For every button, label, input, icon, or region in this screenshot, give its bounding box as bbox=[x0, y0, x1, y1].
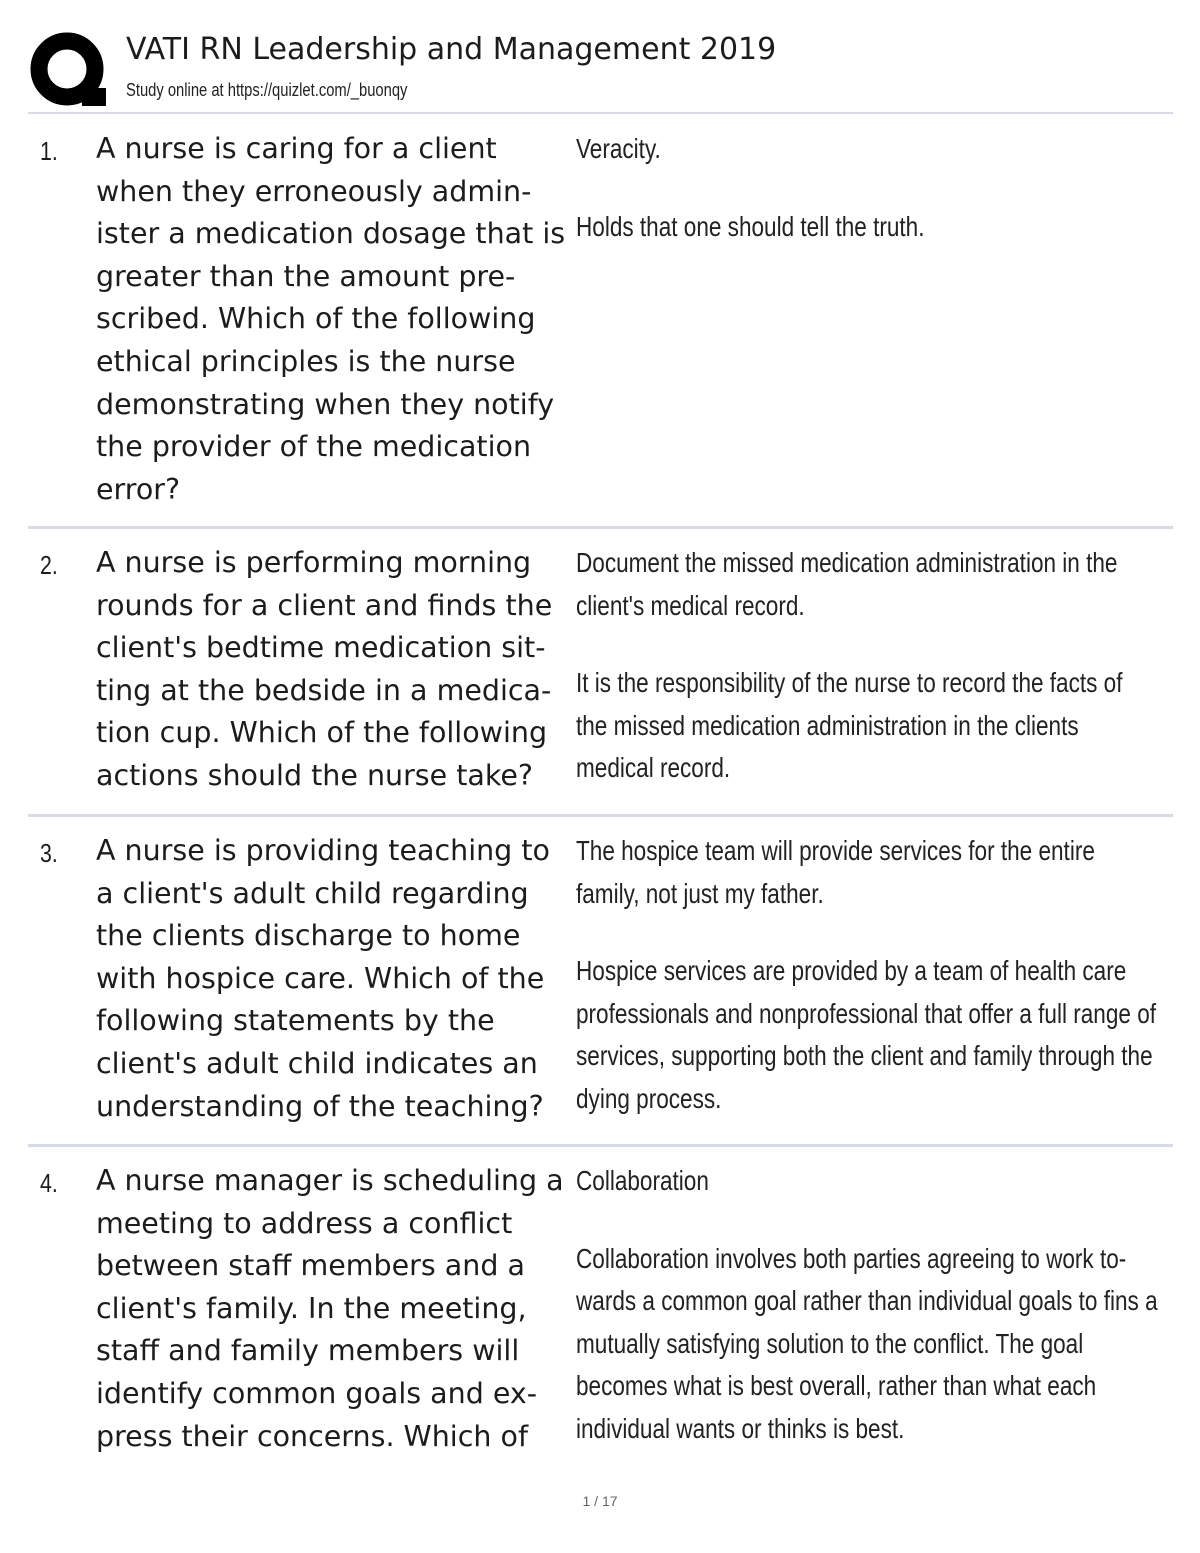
document-title: VATI RN Leadership and Management 2019 bbox=[126, 32, 777, 67]
card-divider bbox=[28, 814, 1173, 817]
card-definition bbox=[576, 1160, 1200, 1485]
card-divider bbox=[28, 1144, 1173, 1147]
card-number: 1. bbox=[40, 136, 58, 166]
header-divider bbox=[28, 112, 1173, 114]
card-answer: Document the missed medication administration in the client's medical record. bbox=[576, 547, 1118, 621]
card-term: A nurse is performing morning rounds for a client and finds the client's bedtime medication sit-ting at the bedside in a medica-tion cup. Which of the following actions should the nurse take? bbox=[96, 546, 553, 792]
card-number: 2. bbox=[40, 550, 58, 580]
quizlet-logo-icon bbox=[30, 32, 108, 110]
card-divider bbox=[28, 526, 1173, 529]
card-explanation: It is the responsibility of the nurse to record the facts of the missed medication administration in the clients medical record. bbox=[576, 667, 1123, 783]
card-definition bbox=[576, 830, 1200, 1155]
card-term: A nurse is providing teaching to a client's adult child regarding the clients discharge to home with hospice care. Which of the following statements by the client's adult child indicates an understanding of the teaching? bbox=[96, 834, 550, 1123]
card-explanation: Collaboration involves both parties agreeing to work to-wards a common goal rather than individual goals to fins a mutually satisfying solution to the conflict. The goal becomes what is best overall, rather than what each individual wants or thinks is best. bbox=[576, 1242, 1158, 1444]
card-explanation: Hospice services are provided by a team of health care professionals and nonprofessional that offer a full range of services, supporting both the client and family through the dying process. bbox=[576, 955, 1157, 1114]
card-term: A nurse manager is scheduling a meeting to address a conflict between staff members and a client's family. In the meeting, staff and family members will identify common goals and ex-press their concerns. Which of bbox=[96, 1164, 564, 1453]
card-term: A nurse is caring for a client when they erroneously admin-ister a medication dosage that is greater than the amount pre-scribed. Which of the following ethical principles is the nurse demonstrating when they notify the provider of the medication error? bbox=[96, 132, 566, 506]
card-number: 4. bbox=[40, 1168, 58, 1198]
card-answer: Collaboration bbox=[576, 1165, 709, 1196]
card-explanation: Holds that one should tell the truth. bbox=[576, 210, 925, 242]
card-answer: The hospice team will provide services for the entire family, not just my father. bbox=[576, 835, 1095, 909]
study-online-link[interactable]: Study online at https://quizlet.com/_buonqy bbox=[126, 80, 408, 100]
page-number: 1 / 17 bbox=[582, 1493, 618, 1509]
card-definition bbox=[576, 128, 1200, 283]
card-definition bbox=[576, 542, 1200, 825]
card-answer: Veracity. bbox=[576, 133, 661, 164]
page-header bbox=[28, 28, 1173, 110]
card-number: 3. bbox=[40, 838, 58, 868]
